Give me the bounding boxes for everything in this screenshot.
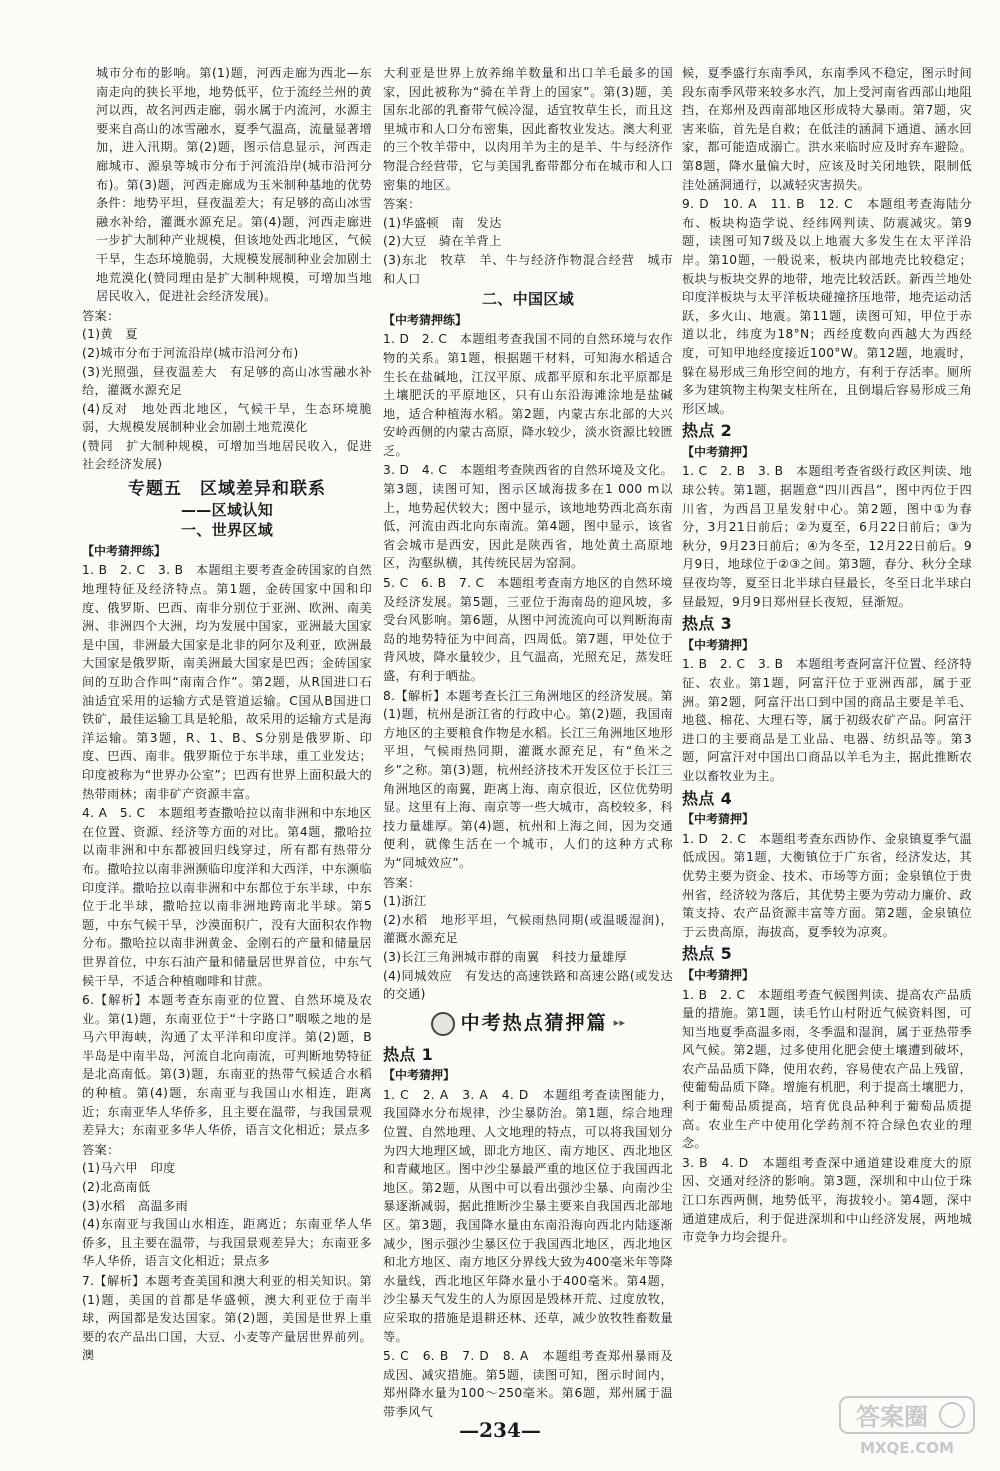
answer-line: (3)长江三角洲城市群的南翼 科技力量雄厚 xyxy=(383,949,627,964)
hotspot-title: 热点 5 xyxy=(682,944,733,964)
hotspot-title: 热点 1 xyxy=(383,1044,434,1064)
exercise-tag: 【中考猜押】 xyxy=(682,637,755,652)
answer-line: (2)水稻 地形平坦，气候雨热同期(或温暖湿润)，灌溉水源充足 xyxy=(383,912,673,946)
answer-label: 答案： xyxy=(383,197,421,212)
answer-line: (1)浙江 xyxy=(383,894,427,909)
answer-line: (4)同城效应 有发达的高速铁路和高速公路(或发达的交通) xyxy=(383,968,673,1002)
banner-title: 中考热点猜押篇 xyxy=(460,1012,608,1035)
exercise-tag: 【中考猜押】 xyxy=(682,444,755,459)
question-answer: 9. D 10. A 11. B 12. C 本题组考查海陆分布、板块构造学说、经纬网判读、防震减灾。第9题，读图可知7级及以上地震大多发生在太平洋沿岸。第10题，一般说来，板块内部地壳比较稳定；板块与板块交界的地带，地壳比较活跃。新西兰地处印度洋板块与太平洋板块碰撞挤压地带，地壳运动活跃，多火山、地震。第11题，读图可知，甲位于赤道以北，纬度为18°N；西经度数向西越大为西经度，可知甲地经度接近100°W。第12题，地震时，躲在易形成三角形空间的地方，有利于存活率。厕所多为建筑物主构架支柱所在，且倒塌后容易形成三角形区域。 xyxy=(682,197,972,416)
question-answer: 5. C 6. B 7. C 本题组考查南方地区的自然环境及经济发展。第5题，三亚位于海南岛的迎风坡，多受台风影响。第6题，从图中河流流向可以判断海南岛的地势特征为中间高，四周低。第7题，甲处位于背风坡，降水量较少，且气温高，光照充足，蒸发旺盛，有利于晒盐。 xyxy=(383,576,673,683)
watermark-logo xyxy=(832,1391,982,1461)
arrow-icon: ▸▸ xyxy=(613,1016,626,1030)
exercise-tag: 【中考猜押】 xyxy=(383,1068,456,1083)
answer-line: (2)城市分布于河流沿岸(城市沿河分布) xyxy=(82,345,299,360)
answer-line: (1)华盛顿 南 发达 xyxy=(383,215,502,230)
answer-line: (2)大豆 骑在羊背上 xyxy=(383,234,502,249)
question-answer: 7.【解析】本题考查美国和澳大利亚的相关知识。第(1)题，美国的首都是华盛顿，澳大利亚位于南半球，两国都是发达国家。第(2)题，美国是世界上重要的农产品出口国，大豆、小麦等产量居世界前列。澳 xyxy=(82,1274,372,1363)
page-number: —234— xyxy=(459,1418,541,1442)
question-answer: 5. C 6. B 7. D 8. A 本题组考查郑州暴雨及成因、减灾措施。第5题，读图可知，图示时间内，郑州降水量为100～250毫米。第6题，郑州属于温带季风气 xyxy=(383,1349,673,1419)
book-icon xyxy=(431,1012,455,1036)
question-answer: 1. C 2. B 3. B 本题组考查省级行政区判读、地球公转。第1题，据题意“四川西昌”，图中丙位于四川省，为西昌卫星发射中心。第2题，图中①为春分，3月21日前后；②为夏至，6月22日前后；③为秋分，9月23日前后；④为冬至，12月22日前后。9月9日，地球位于②③之间。第3题，春分、秋分全球昼夜均等，夏至日北半球白昼最长，冬至日北半球白昼最短，9月9日郑州昼长夜短，昼渐短。 xyxy=(682,464,972,609)
question-answer: 1. C 2. A 3. A 4. D 本题组考查读图能力，我国降水分布规律，沙尘暴防治。第1题，综合地理位置、自然地理、人文地理的特点，可以将我国划分为四大地理区域，即北方地区、南方地区、西北地区和青藏地区。图中沙尘暴最严重的地区位于我国西北地区。第2题，从图中可以看出强沙尘暴、向南沙尘暴逐渐减弱，据此推断沙尘暴主要来自我国西北部地区。第3题，我国降水量由东南沿海向西北内陆逐渐减少，图示强沙尘暴区位于我国西北地区，西北地区和北方地区、南方地区分界线大致为400毫米年等降水量线，西北地区年降水量小于400毫米。第4题，沙尘暴天气发生的人为原因是毁林开荒、过度放牧，应采取的措施是退耕还林、还草，减少放牧牲畜数量等。 xyxy=(383,1087,673,1344)
exercise-tag: 【中考猜押练】 xyxy=(82,543,167,558)
section-title: 二、中国区域 xyxy=(481,290,575,309)
chapter-title: 专题五 区域差异和联系 xyxy=(128,479,326,500)
exercise-tag: 【中考猜押练】 xyxy=(383,312,468,327)
answer-line: (1)马六甲 印度 xyxy=(82,1161,176,1176)
answer-line: (3)水稻 高温多雨 xyxy=(82,1198,189,1213)
watermark-line1: 答案圈 xyxy=(856,1403,928,1431)
question-answer: 4. A 5. C 本题组考查撒哈拉以南非洲和中东地区在位置、资源、经济等方面的对比。第4题，撒哈拉以南非洲和中东都被回归线穿过，所有都有热带分布。撒哈拉以南非洲濒临印度洋和大西洋，中东濒临印度洋。撒哈拉以南非洲和中东都位于东半球，中东位于北半球，撒哈拉以南非洲地跨南北半球。第5题，中东气候干旱，沙漠面积广，没有大面积农作物分布。撒哈拉以南非洲黄金、金刚石的产量和储量居世界首位，中东石油产量和储量居世界首位，中东气候干旱，不适合种植咖啡和甘蔗。 xyxy=(82,806,372,988)
paragraph: 大利亚是世界上放养绵羊数量和出口羊毛最多的国家，因此被称为“骑在羊背上的国家”。第(3)题，美国东北部的乳畜带气候冷湿，适宜牧草生长，而且这里城市和人口分布密集，因此畜牧业发达。澳大利亚的三个牧羊带中，以肉用羊为主的是羊、牛与经济作物混合经营带，它与美国乳畜带都分布在城市和人口密集的地区。 xyxy=(383,66,673,192)
answer-line: (3)光照强，昼夜温差大 有足够的高山冰雪融水补给，灌溉水源充足 xyxy=(82,364,372,398)
answer-line: (1)黄 夏 xyxy=(82,327,138,342)
watermark-line2: MXQE.COM xyxy=(860,1439,954,1457)
exercise-tag: 【中考猜押】 xyxy=(682,812,755,827)
question-answer: 3. D 4. C 本题组考查陕西省的自然环境及文化。第3题，读图可知，图示区域海拔多在1 000 m以上，地势起伏较大；图中显示，该地地势西北高东南低，河流由西北向东南流。第4题，图中显示，该省省会城市是西安，因此是陕西省，地处黄土高原地区，沟壑纵横，其传统民居为窑洞。 xyxy=(383,463,673,571)
column-middle xyxy=(383,64,673,1422)
exercise-tag: 【中考猜押】 xyxy=(682,967,755,982)
column-left xyxy=(82,64,372,1365)
answer-line: (2)北高南低 xyxy=(82,1180,151,1195)
section-title: 一、世界区域 xyxy=(180,521,274,540)
hotspot-title: 热点 2 xyxy=(682,421,733,441)
answer-line: (4)反对 地处西北地区，气候干旱，生态环境脆弱，大规模发展制种业会加剧土地荒漠化 xyxy=(82,401,372,435)
question-answer: 1. D 2. C 本题组考查我国不同的自然环境与农作物的关系。第1题，根据题干材料，可知海水稻适合生长在盐碱地，江汉平原、成都平原和东北平原都是土壤肥沃的平原地区，只有山东沿海滩涂地是盐碱地，适合种植海水稻。第2题，内蒙古东北部的大兴安岭西侧的内蒙古高原，降水较少，淡水资源比较匮乏。 xyxy=(383,332,673,458)
question-answer: 1. B 2. C 本题组考查气候图判读、提高农产品质量的措施。第1题，读毛竹山村附近气候资料图，可知当地夏季高温多雨，冬季温和湿润，属于亚热带季风气候。第2题，过多使用化肥会使土壤遭到破坏，农产品品质下降，使用农药，容易使农产品上残留，使葡萄品质下降。增施有机肥，利于提高土壤肥力，利于葡萄品质提高，培育优良品种利于葡萄品质提高。农业生产中使用化学药剂不符合绿色农业的理念。 xyxy=(682,987,972,1151)
question-answer: 6.【解析】本题考查东南亚的位置、自然环境及农业。第(1)题，东南亚位于“十字路口”咽喉之地的是马六甲海峡，沟通了太平洋和印度洋。第(2)题，B半岛是中南半岛，河流自北向南流，可判断地势特征是北高南低。第(3)题，东南亚的热带气候适合水稻的种植。第(4)题，东南亚与我国山水相连，距离近；东南亚华人华侨多，且主要在温带，与我国景观差异大；东南亚多华人华侨，语言文化相近；景点多 xyxy=(82,993,372,1138)
hotspot-title: 热点 4 xyxy=(682,788,733,808)
answer-label: 答案： xyxy=(383,875,421,890)
question-answer: 1. B 2. C 3. B 本题组考查阿富汗位置、经济特征、农业。第1题，阿富汗位于亚洲西部，属于亚洲。第2题，阿富汗出口到中国的商品主要是羊毛、地毯、棉花、大理石等，属于初级农矿产品。阿富汗进口的主要商品是工业品、电器、纺织品等。第3题，阿富汗对中国出口商品以羊毛为主，据此推断农业以畜牧业为主。 xyxy=(682,657,972,783)
answer-label: 答案： xyxy=(82,308,120,323)
chapter-subtitle: ——区域认知 xyxy=(180,500,274,519)
answer-line: (赞同 扩大制种规模，可增加当地居民收入，促进社会经济发展) xyxy=(82,438,372,472)
section-banner xyxy=(383,1010,673,1038)
question-answer: 3. B 4. D 本题组考查深中通道建设难度大的原因、交通对经济的影响。第3题，深圳和中山位于珠江口东西两侧，地势低平，海拔较小。第4题，深中通道建成后，利于促进深圳和中山经济发展，两地城市竞争力均会提升。 xyxy=(682,1155,972,1245)
question-answer: 1. D 2. C 本题组考查东西协作、金泉镇夏季气温低成因。第1题，大衡镇位于广东省，经济发达，其优势主要为资金、技术、市场等方面；金泉镇位于贵州省，经济较为落后，其优势主要为劳动力廉价、政策支持、农产品资源丰富等方面。第2题，金泉镇位于云贵高原，海拔高，夏季较为凉爽。 xyxy=(682,831,972,939)
question-answer: 1. B 2. C 3. B 本题组主要考查金砖国家的自然地理特征及经济特点。第1题，金砖国家中国和印度、俄罗斯、巴西、南非分别位于亚洲、欧洲、南美洲、非洲四个大洲，均为发展中国家，亚洲最大国家是中国，非洲最大国家是北非的阿尔及利亚，欧洲最大国家是俄罗斯，南美洲最大国家是巴西；金砖国家间的互助合作叫“南南合作”。第2题，从R国进口石油适宜采用的运输方式是管道运输。C国从B国进口铁矿，最佳运输工具是轮船，故采用的运输方式是海洋运输。第3题，R、1、B、S分别是俄罗斯、印度、巴西、南非。俄罗斯位于东半球，重工业发达；印度被称为“世界办公室”；巴西有世界上面积最大的热带雨林；南非矿产资源丰富。 xyxy=(82,563,372,801)
answer-line: (3)东北 牧草 羊、牛与经济作物混合经营 城市和人口 xyxy=(383,252,673,286)
column-right xyxy=(682,64,972,1247)
paragraph: 城市分布的影响。第(1)题，河西走廊为西北—东南走向的狭长平地，地势低平，位于流经兰州的黄河以西，故名河西走廊，弱水属于内流河，水源主要来自高山的冰雪融水，夏季气温高，流量显著增加，进入汛期。第(2)题，图示信息显示，河西走廊城市、源泉等城市分布于河流沿岸(城市沿河分布)。第(3)题，河西走廊成为玉米制种基地的优势条件：地势平坦，昼夜温差大；有足够的高山冰雪融水补给，灌溉水源充足。第(4)题，河西走廊进一步扩大制种产业规模，但该地处西北地区，气候干旱，生态环境脆弱，大规模发展制种业会加剧土地荒漠化(赞同理由是扩大制种规模，可增加当地居民收入，促进社会经济发展)。 xyxy=(96,66,372,304)
paragraph: 候，夏季盛行东南季风，东南季风不稳定，图示时间段东南季风带来较多水汽，加上受河南省西部山地阻挡，在郑州及西南部地区形成特大暴雨。第7题，灾害来临，首先是自救；在低洼的涵洞下通道、涵水回家，都可能造成溺亡。洪水来临时应及时弃车避险。第8题，降水量偏大时，应该及时关闭地铁，限制低洼处涵洞通行，以减轻灾害损失。 xyxy=(682,66,972,192)
question-answer: 8.【解析】本题考查长江三角洲地区的经济发展。第(1)题，杭州是浙江省的行政中心。第(2)题，我国南方地区的主要粮食作物是水稻。长江三角洲地区地形平坦，气候雨热同期，灌溉水源充足，有“鱼米之乡”之称。第(3)题，杭州经济技术开发区位于长江三角洲地区的南翼，距离上海、南京很近，区位优势明显。这里有上海、南京等一些大城市，高校较多，科技力量雄厚。第(4)题，杭州和上海之间，因为交通便利，就像生活在一个城市，人们的这种方式称为“同城效应”。 xyxy=(383,688,673,870)
hotspot-title: 热点 3 xyxy=(682,614,733,634)
answer-label: 答案： xyxy=(82,1142,120,1157)
answer-line: (4)东南亚与我国山水相连，距离近；东南亚华人华侨多，且主要在温带，与我国景观差异大；东南亚多华人华侨，语言文化相近；景点多 xyxy=(82,1217,372,1269)
